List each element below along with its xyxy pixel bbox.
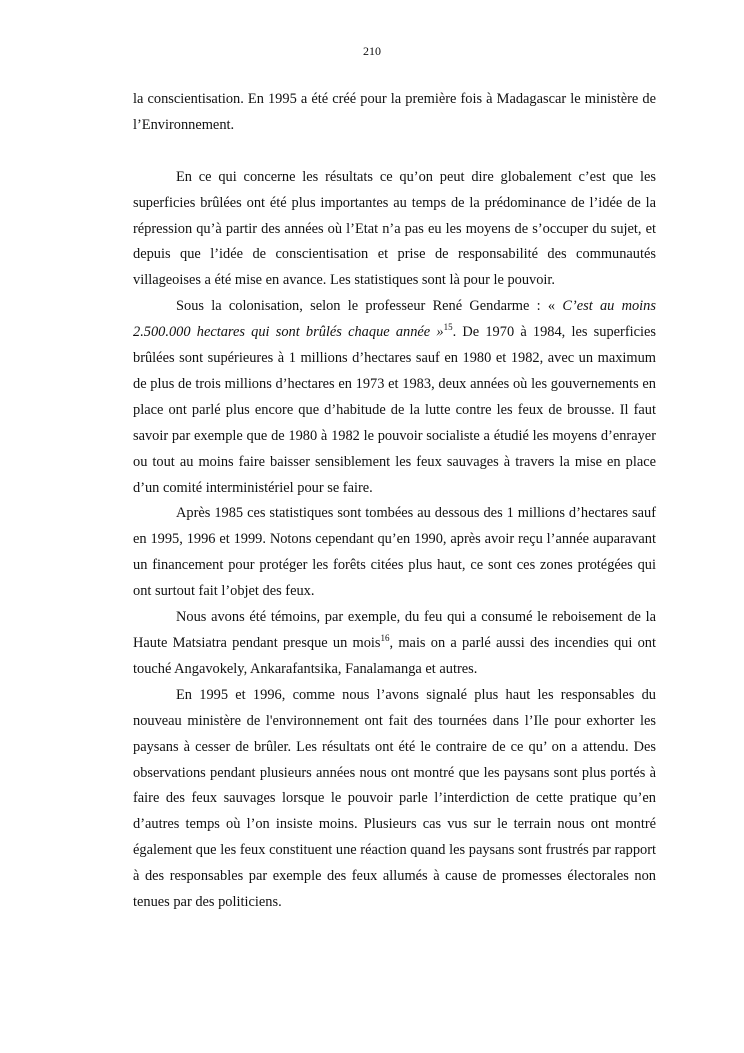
paragraph-5-intro: Nous avons été témoins, par exemple, du feu qui a consumé le reboisement de la Haute Matsiatra pendant presque un mois [133, 609, 656, 652]
paragraph-6: En 1995 et 1996, comme nous l’avons signalé plus haut les responsables du nouveau ministère de l'environnement ont fait des tournées dans l’Ile pour exhorter les paysans à cesser de brûler. Les résultats ont été le contraire de ce qu’ on a attendu. Des observations pendant plusieurs années nous ont montré que les paysans sont plus portés à faire des feux sauvages lorsque le pouvoir parle l’interdiction de cette pratique qu’en d’autres temps où l’on insiste moins. Plusieurs cas vus sur le terrain nous ont montré également que les feux constituent une réaction quand les paysans sont frustrés par rapport à des responsables par exemple des feux allumés à cause de promesses électorales non tenues par des politiciens. [133, 686, 656, 911]
paragraph-1: la conscientisation. En 1995 a été créé pour la première fois à Madagascar le ministère de l’Environnement. [133, 91, 656, 133]
paragraph-3-rest: . De 1970 à 1984, les superficies brûlées sont supérieures à 1 millions d’hectares sauf en 1980 et 1982, avec un maximum de plus de trois millions d’hectares en 1973 et 1983, deux années où les gouvernements en place ont parlé plus encore que d’habitude de la lutte contre les feux de brousse. Il faut savoir par exemple que de 1980 à 1982 le pouvoir socialiste a étudié les moyens d’enrayer ou tout au moins faire baisser sensiblement les feux sauvages à travers la mise en place d’un comité interministériel pour se faire. [133, 324, 656, 496]
footnote-ref-16[interactable]: 16 [380, 633, 390, 644]
paragraph-2: En ce qui concerne les résultats ce qu’on peut dire globalement c’est que les superficies brûlées ont été plus importantes au temps de la prédominance de l’idée de la répression qu’à partir des années où l’Etat n’a pas eu les moyens de s’occuper du sujet, et depuis que l’idée de conscientisation et prise de responsabilité des communautés villageoises a été mise en avance. Les statistiques sont là pour le pouvoir. [133, 168, 656, 289]
paragraph-3-intro: Sous la colonisation, selon le professeur René Gendarme : « [176, 298, 563, 315]
paragraph-4: Après 1985 ces statistiques sont tombées au dessous des 1 millions d’hectares sauf en 1995, 1996 et 1999. Notons cependant qu’en 1990, après avoir reçu l’année auparavant un financement pour protéger les forêts citées plus haut, ce sont ces zones protégées qui ont surtout fait l’objet des feux. [133, 505, 656, 600]
footnote-ref-15[interactable]: 15 [443, 322, 453, 333]
paragraph-3 [133, 294, 656, 501]
paragraph-5-rest: , mais on a parlé aussi des incendies qui ont touché Angavokely, Ankarafantsika, Fanalamanga et autres. [133, 635, 656, 677]
document-body [133, 87, 656, 916]
quote-gendarme: C’est au moins 2.500.000 hectares qui sont brûlés chaque année » [133, 298, 656, 341]
page-number: 210 [363, 44, 381, 58]
paragraph-5 [133, 605, 656, 683]
